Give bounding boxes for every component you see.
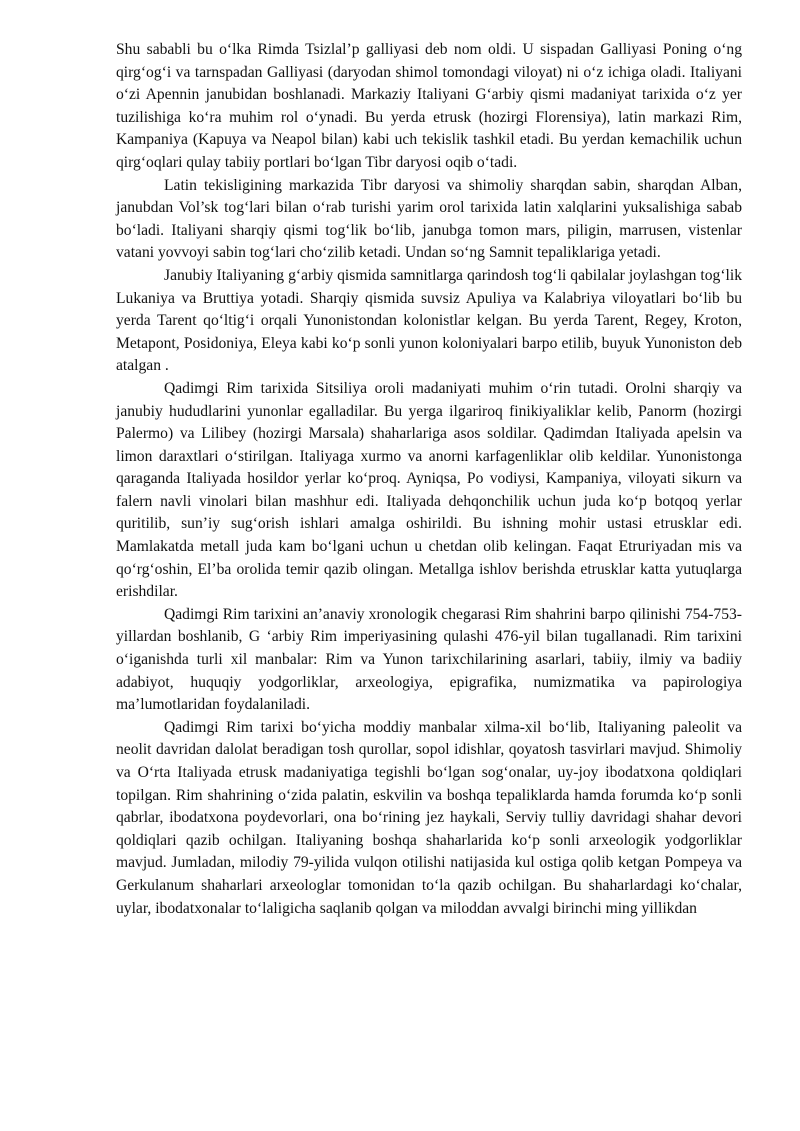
paragraph-material-sources: Qadimgi Rim tarixi bo‘yicha moddiy manbalar xilma-xil bo‘lib, Italiyaning paleolit va neolit davridan dalolat beradigan tosh qurollar, sopol idishlar, qoyatosh tasvirlari mavjud. Shimoliy va O‘rta Italiyada etrusk madaniyatiga tegishli bo‘lgan sog‘onalar, uy-joy ibodatxona qoldiqlari topilgan. Rim shahrining o‘zida palatin, eskvilin va boshqa tepaliklarda hamda forumda ko‘p sonli qabrlar, ibodatxona poydevorlari, ona bo‘rining jez haykali, Serviy tulliy davridagi shahar devori qoldiqlari qazib ochilgan. Italiyaning boshqa shaharlarida ko‘p sonli arxeologik yodgorliklar mavjud. Jumladan, milodiy 79-yilida vulqon otilishi natijasida kul ostiga qolib ketgan Pompeya va Gerkulanum shaharlari arxeologlar tomonidan to‘la qazib ochilgan. Bu shaharlardagi ko‘chalar, uylar, ibodatxonalar to‘laligicha saqlanib qolgan va miloddan avvalgi birinchi ming yillikdan <box>116 718 742 917</box>
paragraph-latin-plain: Latin tekisligining markazida Tibr daryosi va shimoliy sharqdan sabin, sharqdan Alban, janubdan Vol’sk tog‘lari bilan o‘rab turishi yarim orol tarixida latin xalqlarini yuksalishiga sabab bo‘ladi. Italiyani sharqiy qismi tog‘lik bo‘lib, janubga tomon mars, piligin, marrusen, vistenlar vatani yovvoyi sabin tog‘lari cho‘zilib ketadi. Undan so‘ng Samnit tepaliklariga yetadi. <box>116 176 742 262</box>
paragraph-southern-italy: Janubiy Italiyaning g‘arbiy qismida samnitlarga qarindosh tog‘li qabilalar joylashgan tog‘lik Lukaniya va Bruttiya yotadi. Sharqiy qismida suvsiz Apuliya va Kalabriya viloyatlari bo‘lib bu yerda Tarent qo‘ltig‘i orqali Yunonistondan kolonistlar kelgan. Bu yerda Tarent, Regey, Kroton, Metapont, Posidoniya, Eleya kabi ko‘p sonli yunon koloniyalari barpo etilib, buyuk Yunoniston deb atalgan . <box>116 266 742 375</box>
document-page <box>116 39 742 920</box>
paragraph-chronology: Qadimgi Rim tarixini an’anaviy xronologik chegarasi Rim shahrini barpo qilinishi 754-753-yillardan boshlanib, G ‘arbiy Rim imperiyasining qulashi 476-yil bilan tugallanadi. Rim tarixini o‘iganishda turli xil manbalar: Rim va Yunon tarixchilarining asarlari, tabiiy, ilmiy va badiiy adabiyot, huquqiy yodgorliklar, arxeologiya, epigrafika, numizmatika va papirologiya ma’lumotlaridan foydalaniladi. <box>116 605 742 714</box>
paragraph-continuation: Shu sababli bu o‘lka Rimda Tsizlal’p galliyasi deb nom oldi. U sispadan Galliyasi Poning o‘ng qirg‘og‘i va tarnspadan Galliyasi (daryodan shimol tomondagi viloyat) ni o‘z ichiga oladi. Italiyani o‘zi Apennin janubidan boshlanadi. Markaziy Italiyani G‘arbiy qismi madaniyat tarixida o‘z yer tuzilishiga ko‘ra muhim rol o‘ynadi. Bu yerda etrusk (hozirgi Florensiya), latin markazi Rim, Kampaniya (Kapuya va Neapol bilan) kabi uch tekislik tashkil etadi. Bu yerdan kemachilik uchun qirg‘oqlari qulay tabiiy portlari bo‘lgan Tibr daryosi oqib o‘tadi. <box>116 41 742 171</box>
paragraph-sicily: Qadimgi Rim tarixida Sitsiliya oroli madaniyati muhim o‘rin tutadi. Orolni sharqiy va janubiy hududlarini yunonlar egalladilar. Bu yerga ilgariroq finikiyaliklar kelib, Panorm (hozirgi Palermo) va Lilibey (hozirgi Marsala) shaharlariga asos soldilar. Qadimdan Italiyada apelsin va limon daraxtlari o‘stirilgan. Italiyaga xurmo va anorni karfagenliklar olib keldilar. Yunonistonga qaraganda Italiyada hosildor yerlar ko‘proq. Ayniqsa, Po vodiysi, Kampaniya, viloyati sikurn va falern navli vinolari bilan mashhur edi. Italiyada dehqonchilik uchun juda ko‘p botqoq yerlar quritilib, sun’iy sug‘orish ishlari amalga oshirildi. Bu ishning mohir ustasi etrusklar edi. Mamlakatda metall juda kam bo‘lgani uchun u chetdan olib kelingan. Faqat Etruriyadan mis va qo‘rg‘oshin, El’ba orolida temir qazib olingan. Metallga ishlov berishda etrusklar katta yutuqlarga erishdilar. <box>116 379 742 601</box>
